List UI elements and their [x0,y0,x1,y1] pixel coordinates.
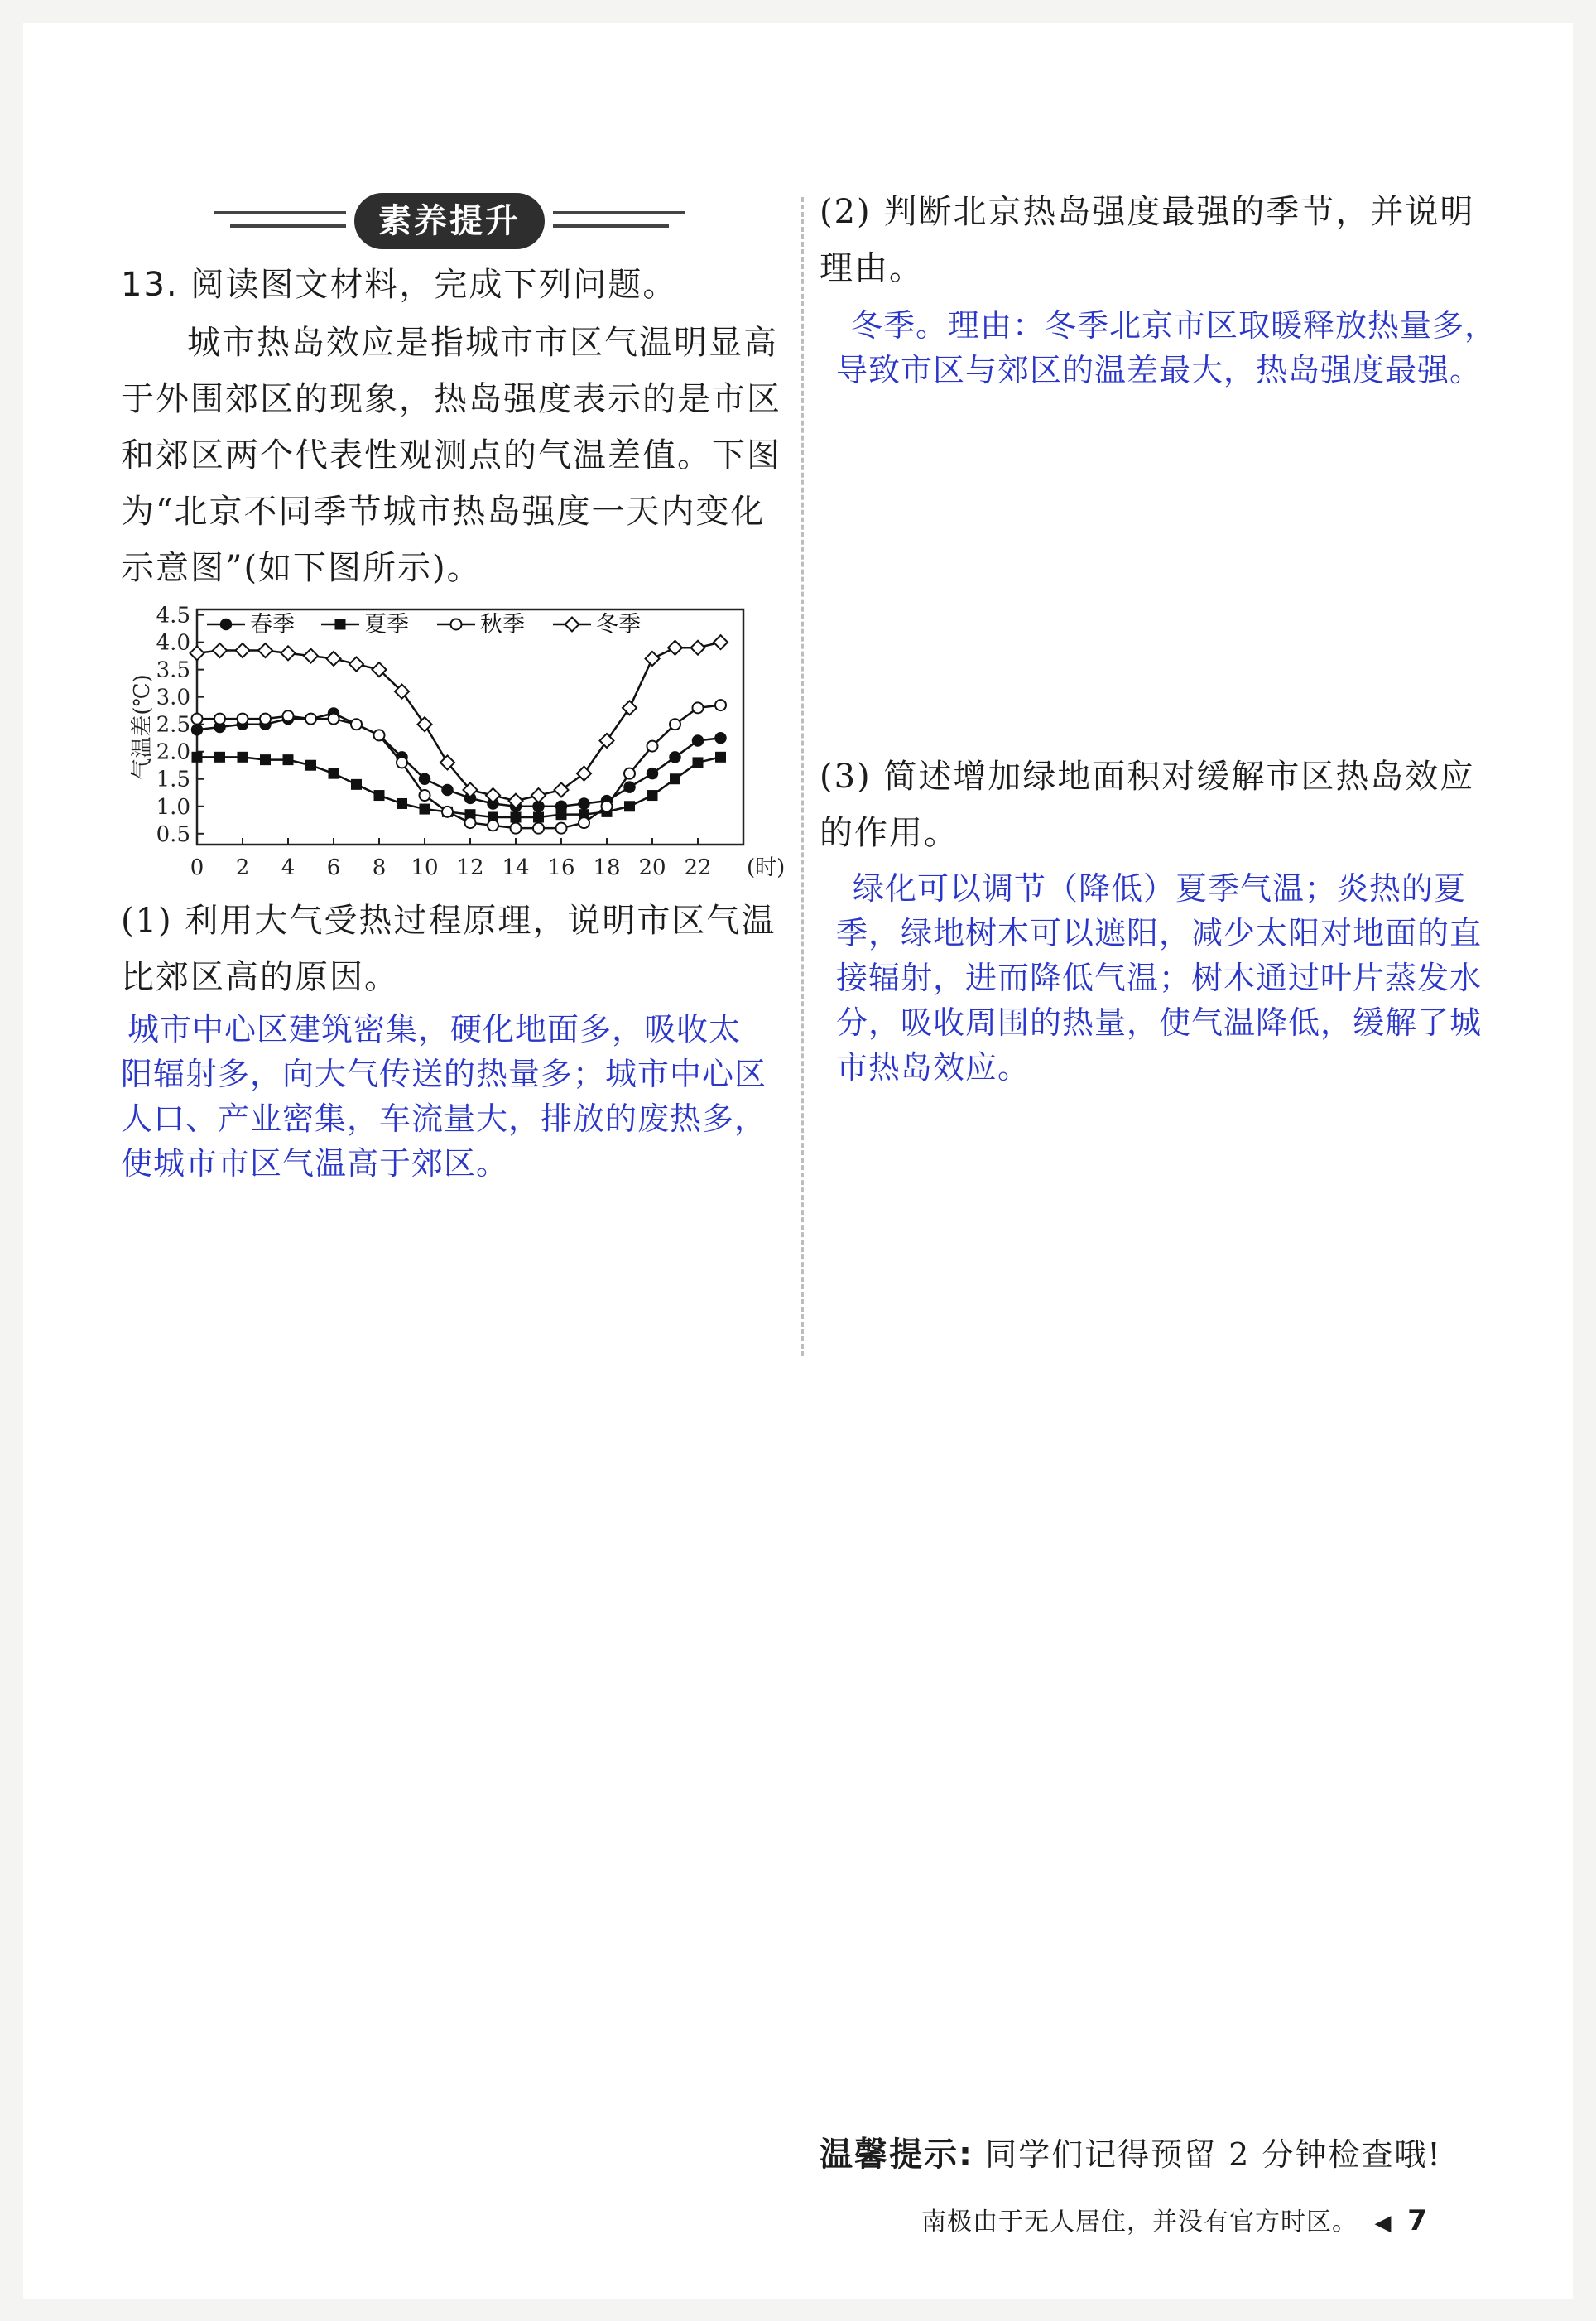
data-point [397,757,407,768]
series-line [197,757,721,817]
question-1 [121,893,800,1005]
data-point [258,643,272,657]
data-point [329,714,339,725]
question-2 [820,184,1548,296]
tip-line [820,2128,1442,2175]
data-point [397,798,407,809]
data-point [647,790,658,801]
question-3-line: (3) 简述增加绿地面积对缓解市区热岛效应 [820,758,1475,796]
y-tick-label: 4.0 [156,630,190,656]
tip-label: 温馨提示: [820,2136,973,2174]
data-point [693,702,704,713]
data-point [351,719,362,730]
data-point [451,619,462,630]
data-point [668,641,682,655]
material-paragraph [121,315,783,596]
page-arrow-icon: ◀ [1374,2211,1392,2236]
section-banner: 素养提升 [354,193,545,249]
material-line: 示意图”(如下图所示)。 [121,549,482,587]
data-point [715,752,726,763]
answer-3 [836,866,1556,1090]
banner-rule-right [553,211,685,214]
answer-1-line: 人口、产业密集，车流量大，排放的废热多， [121,1100,767,1137]
data-point [238,714,248,725]
data-point [670,752,680,763]
question-stem-text: 阅读图文材料，完成下列问题。 [190,266,678,304]
material-line: 为“北京不同季节城市热岛强度一天内变化 [121,493,766,531]
data-point [623,701,637,715]
data-point [693,735,704,746]
data-point [691,641,705,655]
x-tick-label: 4 [281,855,296,880]
data-point [670,773,680,784]
legend-label: 冬季 [596,612,641,638]
answer-2 [836,303,1556,392]
y-tick-label: 3.5 [156,657,190,683]
answer-2-line: 导致市区与郊区的温差最大，热岛强度最强。 [836,352,1483,388]
x-tick-label: 0 [190,855,204,880]
data-point [238,752,248,763]
data-point [214,752,225,763]
data-point [305,760,316,771]
series-line [197,705,721,829]
data-point [715,700,726,710]
answer-3-line: 市热岛效应。 [836,1049,1031,1086]
data-point [374,730,385,740]
worksheet-page [23,23,1573,2299]
data-point [693,757,704,768]
legend-label: 春季 [250,612,295,638]
data-point [646,652,660,666]
data-point [511,823,522,834]
x-tick-label: 22 [684,855,712,880]
banner-rule-left [214,211,346,214]
footer-fact-line [921,2201,1428,2237]
data-point [281,646,296,660]
data-point [565,618,579,632]
x-tick-label: 8 [372,855,387,880]
data-point [533,811,544,822]
data-point [420,790,430,801]
x-tick-label: 2 [235,855,250,880]
data-point [305,714,316,725]
data-point [349,657,363,672]
x-tick-label: 20 [638,855,666,880]
data-point [221,619,232,630]
answer-1 [121,1007,800,1186]
answer-1-line: 使城市市区气温高于郊区。 [121,1145,509,1182]
data-point [283,754,294,765]
x-tick-label: 12 [456,855,484,880]
y-tick-label: 4.5 [156,603,190,628]
data-point [335,619,346,630]
material-line: 城市热岛效应是指城市市区气温明显高 [187,324,778,362]
data-point [213,643,227,657]
data-point [600,734,614,748]
data-point [420,804,430,815]
y-tick-label: 2.0 [156,739,190,765]
data-point [192,752,203,763]
data-point [579,798,589,809]
question-2-line: 理由。 [820,249,924,287]
footer-fact: 南极由于无人居住，并没有官方时区。 [921,2208,1358,2237]
y-tick-label: 3.0 [156,685,190,710]
answer-1-line: 城市中心区建筑密集，硬化地面多，吸收太 [127,1011,742,1047]
answer-3-line: 季，绿地树木可以遮阳，减少太阳对地面的直 [836,915,1483,951]
data-point [327,652,341,666]
data-point [442,807,453,817]
question-1-line: 比郊区高的原因。 [121,958,399,996]
heat-island-chart [130,603,786,884]
banner-rule-right-2 [553,224,669,228]
data-point [465,817,476,828]
x-tick-label: 10 [411,855,439,880]
data-point [420,773,430,784]
data-point [714,635,728,649]
data-point [715,733,726,744]
x-tick-label: 16 [547,855,575,880]
data-point [670,719,680,730]
data-point [236,643,250,657]
data-point [556,809,567,820]
data-point [624,782,635,792]
question-1-line: (1) 利用大气受热过程原理，说明市区气温 [121,902,776,940]
data-point [442,784,453,795]
legend-label: 夏季 [364,612,409,638]
question-stem [121,257,677,313]
y-tick-label: 1.5 [156,767,190,792]
legend-label: 秋季 [480,612,525,638]
data-point [602,801,613,811]
y-tick-label: 2.5 [156,712,190,738]
x-tick-label: 14 [502,855,530,880]
data-point [624,801,635,811]
x-tick-label: 6 [326,855,341,880]
question-3 [820,749,1548,861]
x-tick-label: 18 [593,855,621,880]
data-point [624,768,635,779]
data-point [577,767,591,781]
data-point [579,817,589,828]
data-point [556,823,567,834]
data-point [351,779,362,790]
y-tick-label: 0.5 [156,821,190,847]
data-point [418,717,432,731]
data-point [192,725,203,735]
answer-1-line: 阳辐射多，向大气传送的热量多；城市中心区 [121,1056,767,1092]
data-point [304,649,318,663]
data-point [190,646,204,660]
data-point [260,754,271,765]
data-point [647,768,658,779]
y-tick-label: 1.0 [156,794,190,820]
question-2-line: (2) 判断北京热岛强度最强的季节，并说明 [820,193,1475,231]
data-point [647,741,658,752]
y-axis-label: 气温差(℃) [130,674,155,780]
tip-text: 同学们记得预留 2 分钟检查哦! [985,2136,1442,2173]
material-line: 于外围郊区的现象，热岛强度表示的是市区 [121,380,781,418]
data-point [531,788,546,802]
data-point [488,820,498,831]
question-number: 13. [121,266,179,304]
material-line: 和郊区两个代表性观测点的气温差值。下图 [121,436,781,474]
answer-3-line: 分，吸收周围的热量，使气温降低，缓解了城 [836,1004,1483,1041]
data-point [374,790,385,801]
data-point [329,768,339,779]
column-divider [801,197,804,1356]
page-number: 7 [1407,2204,1428,2237]
data-point [214,714,225,725]
data-point [555,782,569,797]
answer-2-line: 冬季。理由：冬季北京市区取暖释放热量多， [851,307,1497,344]
answer-3-line: 接辐射，进而降低气温；树木通过叶片蒸发水 [836,960,1483,996]
data-point [533,823,544,834]
data-point [192,714,203,725]
x-axis-label: (时) [747,855,786,880]
question-3-line: 的作用。 [820,814,959,852]
banner-rule-left-2 [230,224,346,228]
data-point [511,811,522,822]
answer-3-line: 绿化可以调节（降低）夏季气温；炎热的夏 [853,870,1467,907]
data-point [283,710,294,721]
data-point [260,714,271,725]
